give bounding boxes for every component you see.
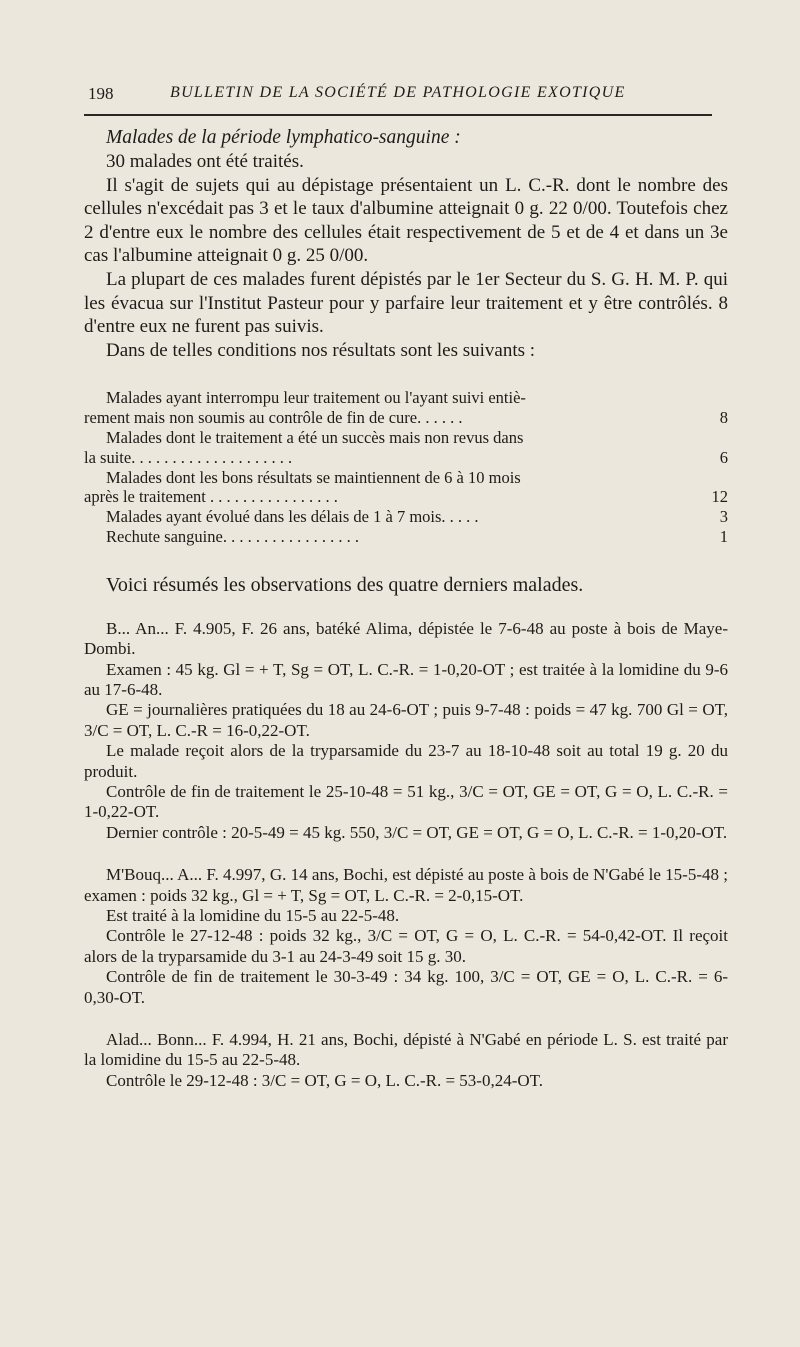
page-number: 198	[88, 84, 114, 103]
case-paragraph: Examen : 45 kg. Gl = + T, Sg = OT, L. C.-R. = 1-0,20-OT ; est traitée à la lomidine du 9-6 au 17-6-48.	[84, 659, 728, 699]
results-row-label: Malades ayant évolué dans les délais de 1 à 7 mois. . . . .	[106, 507, 479, 527]
results-row-label-cont: rement mais non soumis au contrôle de fin de cure. . . . . .	[84, 408, 463, 428]
case-report-2	[84, 865, 728, 1008]
page-header	[88, 84, 708, 110]
results-row	[84, 428, 728, 468]
case-paragraph: Dernier contrôle : 20-5-49 = 45 kg. 550, 3/C = OT, GE = OT, G = O, L. C.-R. = 1-0,20-OT.	[106, 822, 728, 842]
intro-paragraph-3: Dans de telles conditions nos résultats sont les suivants :	[106, 339, 536, 361]
section-title: Malades de la période lymphatico-sanguine :	[106, 127, 461, 148]
results-row	[84, 388, 728, 428]
results-row-count: 6	[719, 447, 728, 467]
results-row-count: 3	[719, 507, 728, 527]
patient-count: 30 malades ont été traités.	[106, 151, 304, 172]
intro-paragraph-1: Il s'agit de sujets qui au dépistage présentaient un L. C.-R. dont le nombre des cellules n'excédait pas 3 et le taux d'albumine atteignait 0 g. 22 0/00. Toutefois chez 2 d'entre eux le nombre des cellules était respectivement de 5 et de 4 et dans un 3e cas l'albumine atteignait 0 g. 25 0/00.	[84, 174, 728, 267]
case-paragraph: Le malade reçoit alors de la tryparsamide du 23-7 au 18-10-48 soit au total 19 g. 20 du produit.	[84, 741, 728, 781]
case-paragraph: GE = journalières pratiquées du 18 au 24-6-OT ; puis 9-7-48 : poids = 47 kg. 700 Gl = OT, 3/C = OT, L. C.-R = 16-0,22-OT.	[84, 700, 728, 740]
results-row-label: Malades dont les bons résultats se maintiennent de 6 à 10 mois	[106, 467, 521, 487]
case-paragraph: Contrôle le 29-12-48 : 3/C = OT, G = O, L. C.-R. = 53-0,24-OT.	[106, 1070, 544, 1090]
results-row-count: 8	[719, 408, 728, 428]
results-row	[84, 507, 728, 527]
page-content	[84, 124, 728, 1091]
results-row	[84, 527, 728, 547]
header-rule	[84, 114, 712, 116]
case-paragraph: Contrôle le 27-12-48 : poids 32 kg., 3/C = OT, G = O, L. C.-R. = 54-0,42-OT. Il reçoit alors de la tryparsamide du 3-1 au 24-3-49 soit 15 g. 30.	[84, 926, 728, 966]
intro-paragraph-2: La plupart de ces malades furent dépistés par le 1er Secteur du S. G. H. M. P. qui les évacua sur l'Institut Pasteur pour y parfaire leur traitement et y être contrôlés. 8 d'entre eux ne furent pas suivis.	[84, 268, 728, 338]
case-paragraph: Alad... Bonn... F. 4.994, H. 21 ans, Bochi, dépisté à N'Gabé en période L. S. est traité par la lomidine du 15-5 au 22-5-48.	[84, 1030, 728, 1070]
results-row-label: Malades ayant interrompu leur traitement ou l'ayant suivi entiè-	[106, 388, 526, 408]
case-paragraph: Contrôle de fin de traitement le 30-3-49 : 34 kg. 100, 3/C = OT, GE = O, L. C.-R. = 6-0,30-OT.	[84, 967, 728, 1007]
case-paragraph: Est traité à la lomidine du 15-5 au 22-5-48.	[106, 906, 400, 925]
results-list	[84, 388, 728, 546]
results-row-label: Rechute sanguine. . . . . . . . . . . . . . . . .	[106, 526, 359, 546]
case-paragraph: B... An... F. 4.905, F. 26 ans, batéké Alima, dépistée le 7-6-48 au poste à bois de Maye-Dombi.	[84, 618, 728, 659]
results-row-label-cont: après le traitement . . . . . . . . . . . . . . . .	[84, 487, 338, 507]
results-row-count: 12	[711, 487, 728, 507]
case-report-1	[84, 619, 728, 843]
results-row-count: 1	[719, 526, 728, 546]
case-paragraph: Contrôle de fin de traitement le 25-10-48 = 51 kg., 3/C = OT, GE = OT, G = O, L. C.-R. = 1-0,22-OT.	[84, 781, 728, 822]
results-row-label-cont: la suite. . . . . . . . . . . . . . . . . . . .	[84, 447, 293, 467]
case-report-3	[84, 1030, 728, 1091]
summary-sentence: Voici résumés les observations des quatre derniers malades.	[106, 573, 584, 596]
running-title: BULLETIN DE LA SOCIÉTÉ DE PATHOLOGIE EXOTIQUE	[170, 84, 626, 101]
results-row-label: Malades dont le traitement a été un succès mais non revus dans	[106, 427, 524, 447]
case-paragraph: M'Bouq... A... F. 4.997, G. 14 ans, Bochi, est dépisté au poste à bois de N'Gabé le 15-5-48 ; examen : poids 32 kg., Gl = + T, Sg = OT, L. C.-R. = 2-0,15-OT.	[84, 865, 728, 905]
results-row	[84, 468, 728, 508]
